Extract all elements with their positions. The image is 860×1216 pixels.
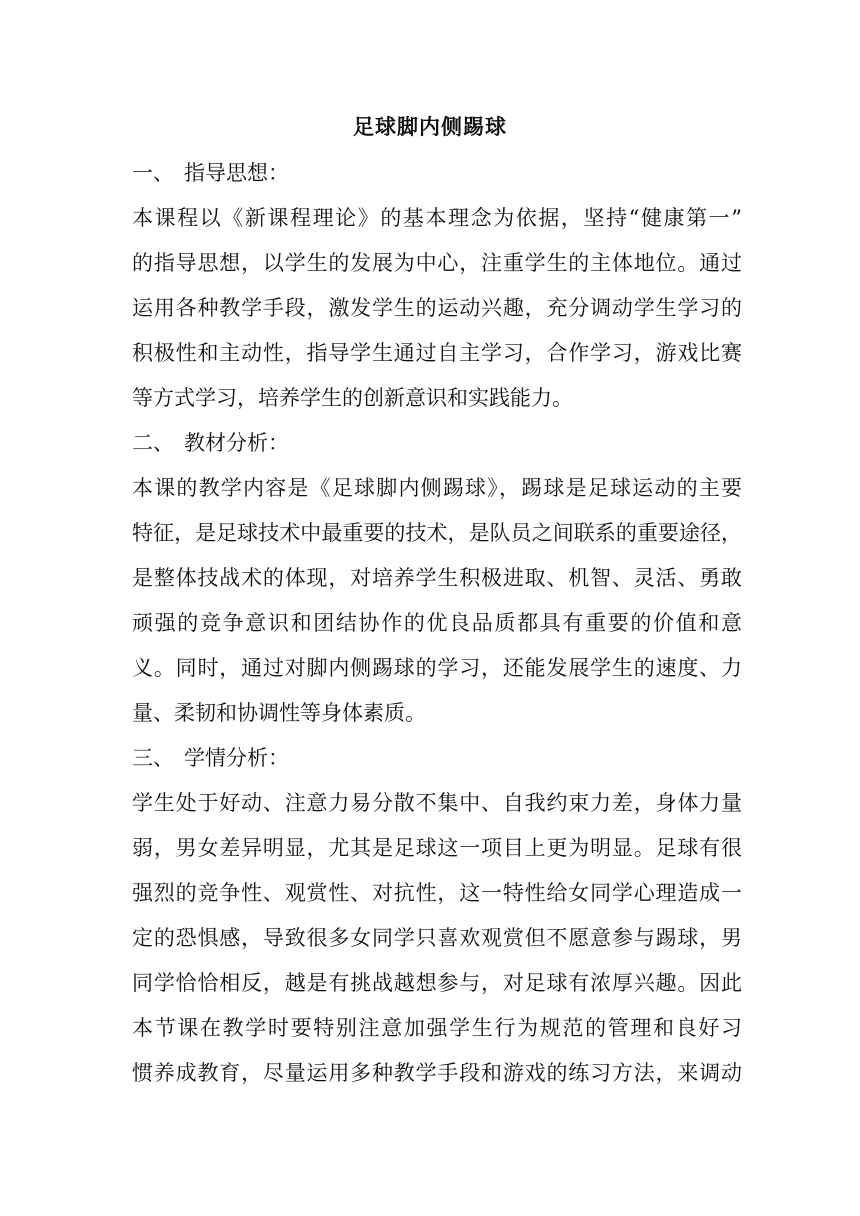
section-number: 二、: [132, 431, 174, 455]
paragraph-line: 顽强的竞争意识和团结协作的优良品质都具有重要的价值和意: [132, 611, 742, 635]
paragraph-line: 义。同时，通过对脚内侧踢球的学习，还能发展学生的速度、力: [132, 656, 742, 680]
section-heading-text: 学情分析：: [184, 746, 289, 770]
section-heading-1: [132, 158, 289, 188]
paragraph-line: 强烈的竞争性、观赏性、对抗性，这一特性给女同学心理造成一: [132, 881, 742, 905]
paragraph-line: 运用各种教学手段，激发学生的运动兴趣，充分调动学生学习的: [132, 296, 742, 320]
section-number: 三、: [132, 746, 174, 770]
paragraph-line: 特征，是足球技术中最重要的技术，是队员之间联系的重要途径，: [132, 521, 742, 545]
section-number: 一、: [132, 161, 174, 185]
paragraph-line: 本节课在教学时要特别注意加强学生行为规范的管理和良好习: [132, 1016, 742, 1040]
paragraph-line: 是整体技战术的体现，对培养学生积极进取、机智、灵活、勇敢: [132, 566, 742, 590]
document-title: 足球脚内侧踢球: [353, 114, 507, 139]
paragraph-line: 学生处于好动、注意力易分散不集中、自我约束力差，身体力量: [132, 791, 742, 815]
section-heading-text: 教材分析：: [184, 431, 289, 455]
paragraph-line: 惯养成教育，尽量运用多种教学手段和游戏的练习方法，来调动: [132, 1061, 742, 1085]
section-heading-text: 指导思想：: [184, 161, 289, 185]
paragraph-line: 等方式学习，培养学生的创新意识和实践能力。: [132, 386, 573, 410]
section-heading-2: [132, 428, 289, 458]
section-heading-3: [132, 743, 289, 773]
paragraph-line: 的指导思想，以学生的发展为中心，注重学生的主体地位。通过: [132, 251, 742, 275]
paragraph-line: 定的恐惧感，导致很多女同学只喜欢观赏但不愿意参与踢球，男: [132, 926, 742, 950]
paragraph-line: 量、柔韧和协调性等身体素质。: [132, 701, 426, 725]
paragraph-line: 同学恰恰相反，越是有挑战越想参与，对足球有浓厚兴趣。因此: [132, 971, 742, 995]
paragraph-line: 积极性和主动性，指导学生通过自主学习，合作学习，游戏比赛: [132, 341, 742, 365]
paragraph-line: 弱，男女差异明显，尤其是足球这一项目上更为明显。足球有很: [132, 836, 742, 860]
paragraph-line: 本课程以《新课程理论》的基本理念为依据，坚持“健康第一”: [132, 206, 742, 230]
paragraph-line: 本课的教学内容是《足球脚内侧踢球》，踢球是足球运动的主要: [132, 476, 742, 500]
